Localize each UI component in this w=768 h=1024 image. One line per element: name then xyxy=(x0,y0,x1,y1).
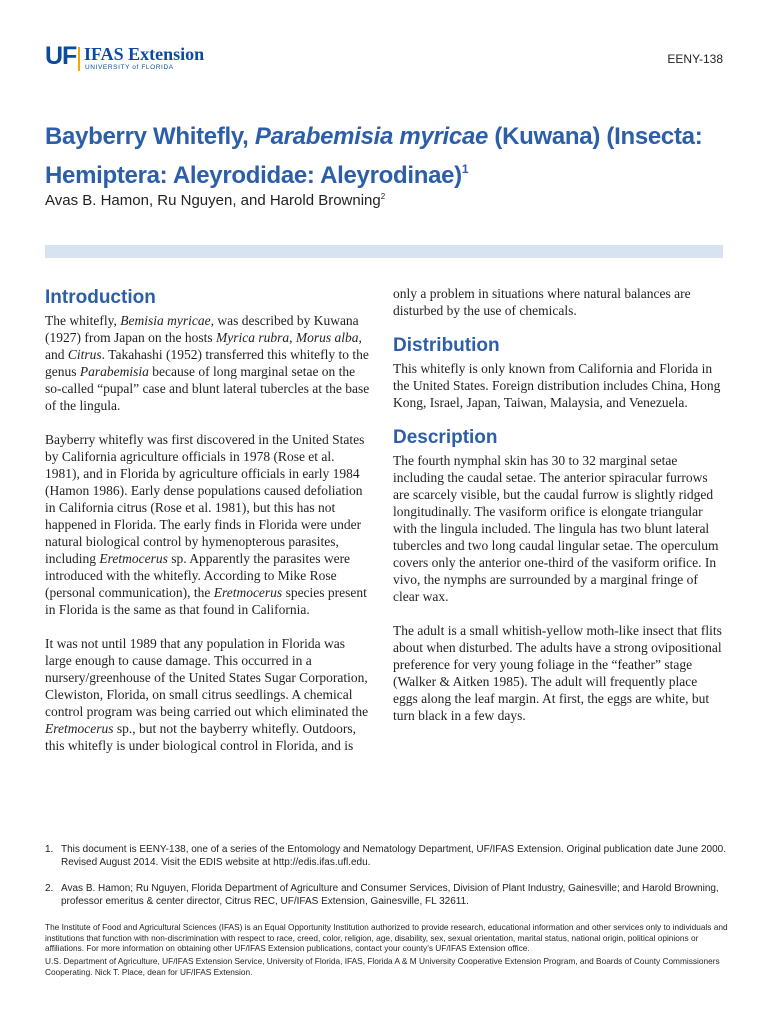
logo-divider xyxy=(78,47,80,71)
authors-line xyxy=(45,192,385,209)
uf-logo-mark: UF xyxy=(45,42,77,70)
footnotes xyxy=(45,843,735,921)
authors-footnote-mark: 2 xyxy=(380,192,386,201)
distribution-heading: Distribution xyxy=(393,335,500,356)
title-species: Parabemisia myricae xyxy=(254,123,489,150)
footnote-2 xyxy=(45,882,735,908)
footnote-text: This document is EENY-138, one of a series of the Entomology and Nematology Department, UF/IFAS Extension. Original publication date June 2000. Revised August 2014. Visit the EDIS website at http://edis.ifas.ufl.edu. xyxy=(61,844,726,868)
left-column xyxy=(45,286,370,771)
description-paragraph-2: The adult is a small whitish-yellow moth-like insect that flits about when disturbed. The adults have a strong ovipositional preference for very young foliage in the “feather” stage (Walker & Aitken 1985). The adult will frequently place eggs along the leaf margin. At first, the eggs are white, but turn black in a few days. xyxy=(393,623,722,723)
intro-paragraph-2: Bayberry whitefly was first discovered in the United States by California agriculture officials in 1978 (Rose et al. 1981), and in Florida by agriculture officials in early 1984 (Hamon 1986). Early dense populations caused defoliation in California citrus (Rose et al. 1981), but this has not happened in Florida. The early finds in Florida were under natural biological control by hymenopterous parasites, including Eretmocerus sp. Apparently the parasites were introduced with the whitefly. According to Mike Rose (personal communication), the Eretmocerus species present in Florida is the same as that found in California. xyxy=(45,432,367,617)
title-text-1: Bayberry Whitefly, xyxy=(45,123,255,150)
author-names: Avas B. Hamon, Ru Nguyen, and Harold Browning xyxy=(45,192,381,209)
description-paragraph-1: The fourth nymphal skin has 30 to 32 marginal setae including the caudal setae. The anterior spiracular furrows are scarcely visible, but the caudal furrow is slightly ridged longitudinally. The vasiform orifice is elongate triangular with the lingula included. The lingula has two blunt lateral tubercles and two long caudal lingular setae. The operculum covers only the anterior one-third of the vasiform orifice. In vivo, the nymphs are surrounded by a marginal fringe of clear wax. xyxy=(393,453,719,604)
distribution-paragraph: This whitefly is only known from California and Florida in the United States. Foreign distribution includes China, Hong Kong, Israel, Japan, Taiwan, Malaysia, and Venezuela. xyxy=(393,361,721,410)
disclaimer xyxy=(45,922,735,980)
footnote-1 xyxy=(45,843,735,869)
title-footnote-mark: 1 xyxy=(461,162,469,176)
right-column xyxy=(393,285,723,741)
introduction-heading: Introduction xyxy=(45,287,156,308)
footnote-number: 1. xyxy=(45,844,54,855)
header-divider-bar xyxy=(45,245,723,258)
intro-paragraph-3: It was not until 1989 that any population in Florida was large enough to cause damage. This occurred in a nursery/greenhouse of the United States Sugar Corporation, Clewiston, Florida, on small citrus seedlings. A chemical control program was being carried out which eliminated the Eretmocerus sp., but not the bayberry whitefly. Outdoors, this whitefly is under biological control in Florida, and is xyxy=(45,636,369,753)
footnote-text: Avas B. Hamon; Ru Nguyen, Florida Department of Agriculture and Consumer Services, Division of Plant Industry, Gainesville; and Harold Browning, professor emeritus & center director, Citrus REC, UF/IFAS Extension, Gainesville, FL 32611. xyxy=(61,883,719,907)
disclaimer-paragraph-1: The Institute of Food and Agricultural Sciences (IFAS) is an Equal Opportunity Institution authorized to provide research, educational information and other services only to individuals and institutions that function with non-discrimination with respect to race, creed, color, religion, age, disability, sex, sexual orientation, marital status, national origin, political opinions or affiliations. For more information on obtaining other UF/IFAS Extension publications, contact your county’s UF/IFAS Extension office. xyxy=(45,922,728,954)
document-title xyxy=(45,120,735,192)
publication-number: EENY-138 xyxy=(667,52,723,66)
footnote-number: 2. xyxy=(45,883,54,894)
intro-paragraph-1: The whitefly, Bemisia myricae, was described by Kuwana (1927) from Japan on the hosts Myrica rubra, Morus alba, and Citrus. Takahashi (1952) transferred this whitefly to the genus Parabemisia because of long marginal setae on the so-called “pupal” case and blunt lateral tubercles at the base of the lingula. xyxy=(45,313,370,413)
description-heading: Description xyxy=(393,427,498,448)
intro-paragraph-3-continued: only a problem in situations where natural balances are disturbed by the use of chemicals. xyxy=(393,286,691,318)
title-text-2: (Kuwana) (Insecta: Hemiptera: Aleyrodidae: Aleyrodinae) xyxy=(45,123,703,189)
logo-university-text: UNIVERSITY of FLORIDA xyxy=(85,64,174,71)
logo-extension-text: IFAS Extension xyxy=(84,44,205,64)
disclaimer-paragraph-2: U.S. Department of Agriculture, UF/IFAS Extension Service, University of Florida, IFAS, Florida A & M University Cooperative Extension Program, and Boards of County Commissioners Cooperating. Nick T. Place, dean for UF/IFAS Extension. xyxy=(45,956,720,977)
